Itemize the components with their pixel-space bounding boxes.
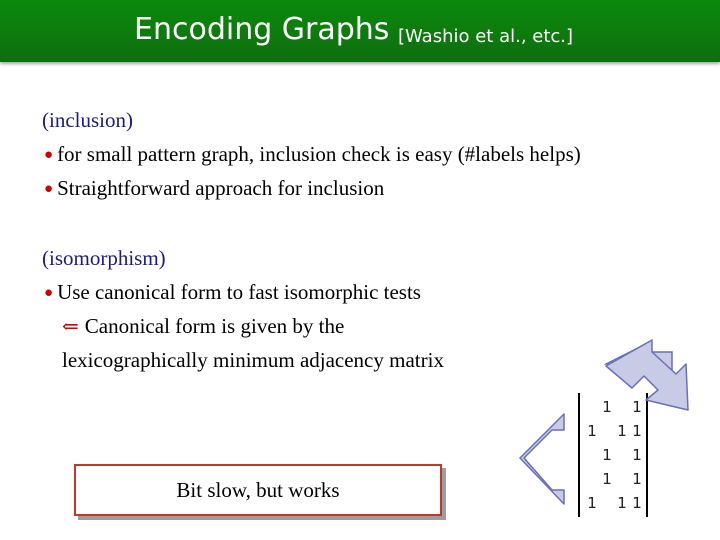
inclusion-bullet-1-text: for small pattern graph, inclusion check is easy (#labels helps) [57,142,581,166]
bullet-icon: ● [44,285,54,301]
isomorphism-bullet-1-text: Use canonical form to fast isomorphic tests [57,280,421,304]
inclusion-heading: (inclusion) [42,108,133,132]
slide-title-citation: [Washio et al., etc.] [398,26,574,47]
matrix-cell: 1 [632,494,642,512]
left-pointing-arrow-icon [520,414,570,504]
double-headed-arrow-icon [606,340,688,410]
isomorphism-bullet-1 [44,280,421,305]
matrix-cell: 1 [602,398,612,416]
inclusion-bullet-1 [44,142,581,167]
bullet-icon: ● [44,147,54,163]
inclusion-bullet-2-text: Straightforward approach for inclusion [57,176,385,200]
callout-box [74,464,442,516]
isomorphism-heading: (isomorphism) [42,246,166,270]
slide-title: Encoding Graphs [134,12,390,47]
matrix-cell: 1 [632,446,642,464]
matrix-cell: 1 [602,470,612,488]
matrix-cell: 1 [617,494,627,512]
title-bar [0,0,720,62]
callout-text: Bit slow, but works [176,478,340,502]
matrix-cell: 1 [617,422,627,440]
left-pointing-arrow-icon: ⇐ [62,316,79,338]
isomorphism-sub-line-2: lexicographically minimum adjacency matrix [62,348,444,372]
matrix-cell: 1 [587,422,597,440]
isomorphism-sub-line-1-text: Canonical form is given by the [84,314,345,338]
arrows-illustration [500,330,700,530]
bullet-icon: ● [44,181,54,197]
matrix-cell: 1 [602,446,612,464]
matrix-cell: 1 [587,494,597,512]
isomorphism-sub-line-1 [62,314,344,339]
inclusion-bullet-2 [44,176,384,201]
matrix-cell: 1 [632,398,642,416]
matrix-cell: 1 [632,422,642,440]
matrix-cell: 1 [632,470,642,488]
